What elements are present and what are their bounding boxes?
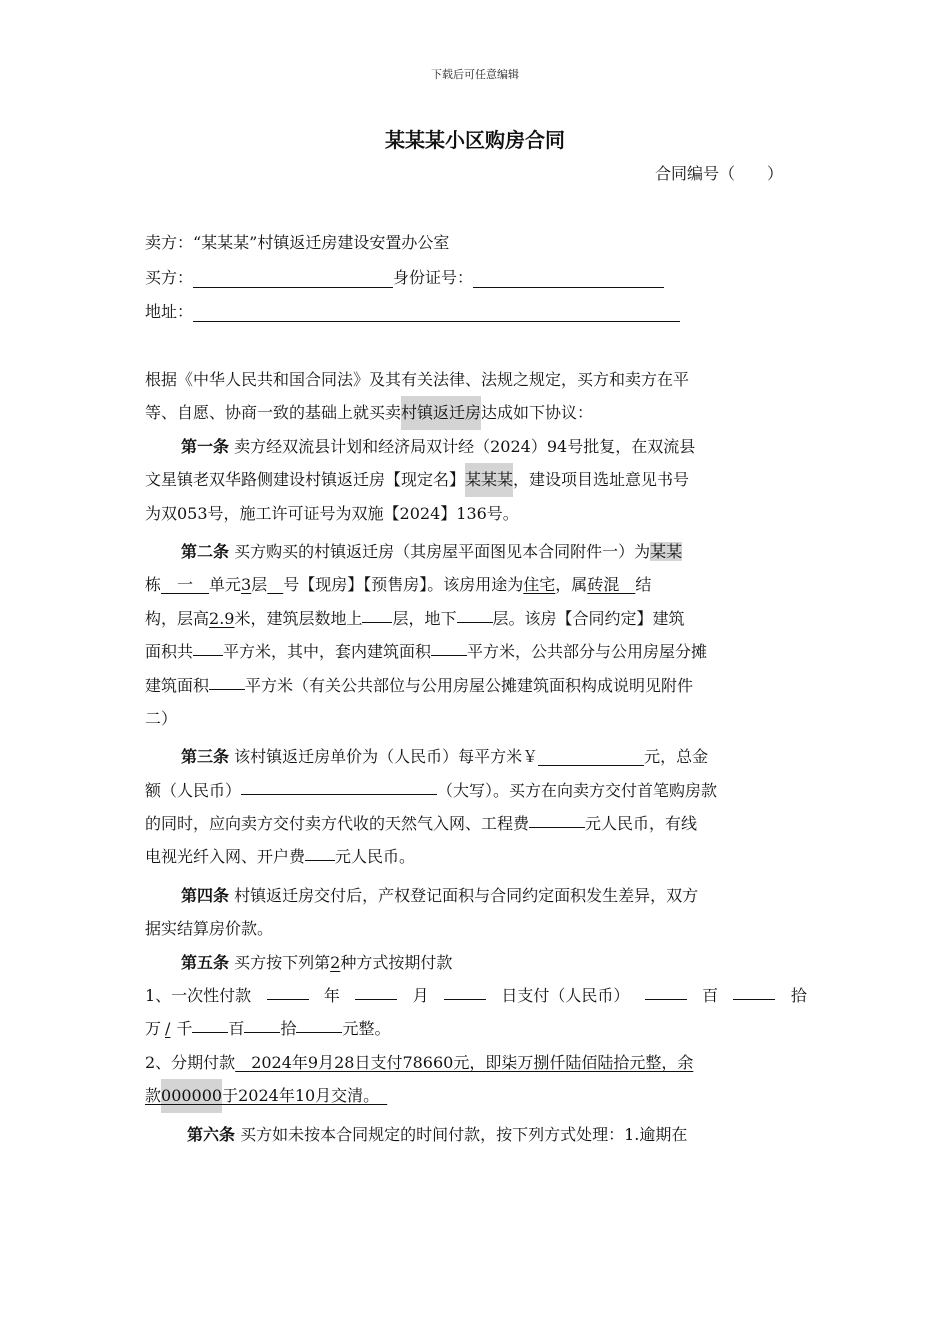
filled-value: 3 — [241, 575, 252, 595]
article-heading: 第三条 — [181, 747, 230, 767]
article-text: 额（人民币） — [145, 780, 242, 800]
blank-field[interactable] — [431, 635, 467, 656]
article-text: 买方购买的村镇返迁房（其房屋平面图见本合同附件一）为 — [234, 541, 651, 561]
buyer-name-blank[interactable] — [193, 269, 393, 288]
article-text: 卖方经双流县计划和经济局双计经（2024）94号批复，在双流县 — [234, 436, 696, 456]
seller-line — [145, 230, 449, 253]
article-text: 文星镇老双华路侧建设村镇返迁房【现定名】 — [145, 470, 466, 490]
highlight-text: 某某 — [650, 541, 683, 561]
option-2-line-1 — [145, 1046, 807, 1079]
blank-field[interactable] — [209, 669, 245, 690]
blank-field[interactable] — [267, 979, 309, 1000]
article-text: 面积共 — [145, 642, 194, 662]
filled-value: / — [165, 1019, 171, 1039]
gas-fee-blank[interactable] — [529, 807, 585, 828]
article-text: 买方如未按本合同规定的时间付款，按下列方式处理：1.逾期在 — [240, 1124, 688, 1144]
article-text: 米，建筑层数地上 — [234, 608, 363, 628]
article-text: 为双053号，施工许可证号为双施【2024】136号。 — [145, 503, 519, 523]
intro-text: 根据《中华人民共和国合同法》及其有关法律、法规之规定，买方和卖方在平 — [145, 370, 690, 389]
article-text: 平方米，公共部分与公用房屋分摊 — [467, 642, 708, 662]
filled-value: 砖混 — [587, 575, 636, 595]
article-text: （大写）。买方在向卖方交付首笔购房款 — [437, 780, 718, 800]
blank-field[interactable] — [444, 979, 486, 1000]
article-heading: 第六条 — [187, 1124, 236, 1144]
blank-field[interactable] — [193, 635, 223, 656]
article-text: 建筑面积 — [145, 675, 210, 695]
article-text: 元人民币，有线 — [585, 814, 698, 834]
article-2-line-6 — [145, 702, 807, 735]
article-text: 百 — [702, 986, 719, 1006]
article-3-line-1 — [145, 740, 807, 773]
buyer-line — [145, 265, 664, 288]
article-2-line-3 — [145, 602, 807, 635]
article-1-line-2 — [145, 463, 807, 496]
article-text: 层 — [251, 575, 268, 595]
blank-field[interactable] — [645, 979, 687, 1000]
blank-field[interactable] — [192, 1012, 228, 1033]
blank-field[interactable] — [355, 979, 397, 1000]
article-text: 2、分期付款 — [145, 1052, 236, 1072]
highlight-text: 000000 — [161, 1079, 222, 1112]
article-text: 二） — [145, 708, 178, 728]
filled-value: 2 — [330, 952, 341, 972]
address-line — [145, 299, 680, 322]
contract-number: 合同编号（ ） — [655, 164, 784, 183]
article-text: ，属 — [555, 575, 588, 595]
article-text: 结 — [635, 575, 652, 595]
intro-line-2 — [145, 396, 807, 429]
article-text: 日支付（人民币） — [501, 986, 630, 1006]
article-text: 万 — [145, 1019, 162, 1039]
article-text: 电视光纤入网、开户费 — [145, 847, 306, 867]
article-1-line-1 — [145, 430, 807, 463]
filled-value — [267, 568, 283, 601]
address-blank[interactable] — [193, 303, 680, 322]
article-text: 平方米（有关公共部位与公用房屋公摊建筑面积构成说明见附件 — [245, 675, 694, 695]
article-text: 该村镇返迁房单价为（人民币）每平方米￥ — [234, 747, 539, 767]
article-text: ，建设项目选址意见书号 — [513, 470, 690, 490]
contract-body — [145, 363, 807, 1151]
id-number-blank[interactable] — [473, 269, 664, 288]
article-2-line-5 — [145, 669, 807, 702]
blank-field[interactable] — [362, 602, 392, 623]
intro-text: 达成如下协议： — [481, 403, 594, 423]
article-4-line-1 — [145, 879, 807, 912]
filled-value: 2.9 — [209, 608, 235, 628]
highlight-text: 某某某 — [465, 463, 513, 496]
article-text: 单元 — [209, 575, 242, 595]
blank-field[interactable] — [296, 1012, 342, 1033]
filled-value: 于2024年10月交清。 — [222, 1086, 388, 1106]
option-1-line-2 — [145, 1012, 807, 1045]
article-text: 层。该房【合同约定】建筑 — [492, 608, 685, 628]
article-text: 千 — [176, 1019, 193, 1039]
filled-value: 住宅 — [523, 575, 556, 595]
article-2-line-1 — [145, 535, 807, 568]
filled-value: 一 — [161, 575, 210, 595]
article-text: 年 — [323, 986, 340, 1006]
article-text: 拾 — [790, 986, 807, 1006]
id-label: 身份证号： — [393, 268, 474, 287]
article-text: 的同时，应向卖方交付卖方代收的天然气入网、工程费 — [145, 814, 530, 834]
article-3-line-4 — [145, 840, 807, 873]
article-text: 据实结算房价款。 — [145, 919, 274, 939]
article-text: 月 — [412, 986, 429, 1006]
article-6-line-1 — [145, 1118, 807, 1151]
article-heading: 第四条 — [181, 885, 230, 905]
intro-line-1 — [145, 363, 807, 396]
article-text: 层，地下 — [392, 608, 457, 628]
tv-fee-blank[interactable] — [305, 840, 335, 861]
address-label: 地址： — [145, 302, 194, 321]
article-text: 百 — [228, 1019, 245, 1039]
article-text: 元人民币。 — [335, 847, 416, 867]
document-title: 某某某小区购房合同 — [385, 128, 565, 152]
highlight-text: 村镇返迁房 — [401, 396, 481, 429]
article-1-line-3 — [145, 497, 807, 530]
article-heading: 第五条 — [181, 952, 230, 972]
article-2-line-4 — [145, 635, 807, 668]
article-2-line-2 — [145, 568, 807, 601]
blank-field[interactable] — [244, 1012, 280, 1033]
article-5-line-1 — [145, 946, 807, 979]
article-text: 构，层高 — [145, 608, 210, 628]
blank-field[interactable] — [457, 602, 493, 623]
blank-field[interactable] — [733, 979, 775, 1000]
article-text: 号【现房】【预售房】。该房用途为 — [283, 575, 524, 595]
buyer-label: 买方： — [145, 268, 194, 287]
article-text: 种方式按期付款 — [340, 952, 453, 972]
article-text: 元整。 — [342, 1019, 391, 1039]
article-text: 栋 — [145, 575, 162, 595]
article-text: 买方按下列第 — [234, 952, 331, 972]
header-note: 下载后可任意编辑 — [431, 68, 519, 81]
total-amount-blank[interactable] — [241, 774, 437, 795]
article-3-line-3 — [145, 807, 807, 840]
article-text: 村镇返迁房交付后，产权登记面积与合同约定面积发生差异，双方 — [234, 885, 699, 905]
article-heading: 第二条 — [181, 541, 230, 561]
filled-value: 款 — [145, 1086, 162, 1106]
option-2-line-2 — [145, 1079, 807, 1112]
seller-text: 卖方：“某某某”村镇返迁房建设安置办公室 — [145, 233, 450, 252]
article-text: 平方米，其中，套内建筑面积 — [223, 642, 432, 662]
article-text: 1、一次性付款 — [145, 986, 252, 1006]
option-1-line-1 — [145, 979, 807, 1012]
article-heading: 第一条 — [181, 436, 230, 456]
intro-text: 等、自愿、协商一致的基础上就买卖 — [145, 403, 402, 423]
article-text: 拾 — [280, 1019, 297, 1039]
filled-value: 2024年9月28日支付78660元，即柒万捌仟陆佰陆拾元整，余 — [235, 1052, 694, 1072]
article-4-line-2 — [145, 912, 807, 945]
unit-price-blank[interactable] — [538, 745, 644, 766]
article-3-line-2 — [145, 774, 807, 807]
article-text: 元，总金 — [644, 747, 709, 767]
